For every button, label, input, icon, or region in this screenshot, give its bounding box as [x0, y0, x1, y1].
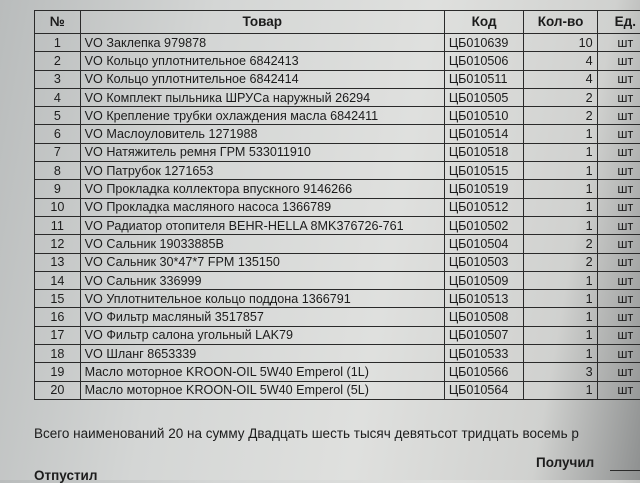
- cell-num: 10: [35, 198, 81, 216]
- cell-qty: 4: [524, 52, 597, 70]
- cell-code: ЦБ010504: [444, 235, 524, 253]
- cell-num: 1: [35, 34, 81, 52]
- cell-unit: шт: [597, 88, 640, 106]
- cell-code: ЦБ010566: [444, 363, 524, 381]
- cell-code: ЦБ010506: [444, 52, 524, 70]
- cell-name: VO Кольцо уплотнительное 6842414: [80, 70, 444, 88]
- cell-code: ЦБ010511: [444, 70, 524, 88]
- cell-name: VO Прокладка коллектора впускного 9146266: [80, 180, 444, 198]
- cell-unit: шт: [597, 34, 640, 52]
- cell-num: 11: [35, 216, 81, 234]
- cell-unit: шт: [597, 70, 640, 88]
- cell-qty: 2: [524, 253, 597, 271]
- cell-num: 8: [35, 162, 81, 180]
- cell-qty: 1: [524, 381, 597, 399]
- cell-unit: шт: [597, 363, 640, 381]
- cell-qty: 1: [524, 125, 597, 143]
- table-row: [35, 70, 640, 88]
- cell-name: VO Фильтр салона угольный LAK79: [80, 326, 444, 344]
- cell-name: Масло моторное KROON-OIL 5W40 Emperol (5L): [80, 381, 444, 399]
- cell-qty: 1: [524, 326, 597, 344]
- cell-name: VO Прокладка масляного насоса 1366789: [80, 198, 444, 216]
- cell-name: VO Шланг 8653339: [80, 345, 444, 363]
- cell-unit: шт: [597, 52, 640, 70]
- cell-num: 2: [35, 52, 81, 70]
- cell-qty: 1: [524, 180, 597, 198]
- cell-name: VO Натяжитель ремня ГРМ 533011910: [80, 143, 444, 161]
- cell-qty: 10: [524, 34, 597, 52]
- released-label: Отпустил: [34, 468, 97, 483]
- cell-code: ЦБ010503: [444, 253, 524, 271]
- cell-unit: шт: [597, 326, 640, 344]
- cell-qty: 2: [524, 235, 597, 253]
- cell-name: VO Сальник 19033885B: [80, 235, 444, 253]
- cell-num: 17: [35, 326, 81, 344]
- cell-code: ЦБ010533: [444, 345, 524, 363]
- cell-name: VO Крепление трубки охлаждения масла 6842411: [80, 107, 444, 125]
- table-row: [35, 88, 640, 106]
- cell-num: 9: [35, 180, 81, 198]
- cell-code: ЦБ010639: [444, 34, 524, 52]
- cell-qty: 2: [524, 88, 597, 106]
- cell-unit: шт: [597, 198, 640, 216]
- cell-name: VO Патрубок 1271653: [80, 162, 444, 180]
- cell-num: 4: [35, 88, 81, 106]
- table-row: [35, 308, 640, 326]
- cell-unit: шт: [597, 162, 640, 180]
- table-row: [35, 235, 640, 253]
- cell-name: VO Сальник 336999: [80, 271, 444, 289]
- cell-num: 12: [35, 235, 81, 253]
- table-row: [35, 253, 640, 271]
- cell-unit: шт: [597, 143, 640, 161]
- cell-code: ЦБ010510: [444, 107, 524, 125]
- table-row: [35, 198, 640, 216]
- cell-code: ЦБ010513: [444, 290, 524, 308]
- cell-qty: 1: [524, 290, 597, 308]
- cell-num: 16: [35, 308, 81, 326]
- cell-num: 18: [35, 345, 81, 363]
- cell-code: ЦБ010512: [444, 198, 524, 216]
- received-label: Получил: [536, 455, 594, 470]
- table-row: [35, 180, 640, 198]
- table-row: [35, 34, 640, 52]
- cell-unit: шт: [597, 180, 640, 198]
- table-row: [35, 162, 640, 180]
- cell-num: 6: [35, 125, 81, 143]
- cell-name: VO Заклепка 979878: [80, 34, 444, 52]
- cell-unit: шт: [597, 308, 640, 326]
- cell-num: 5: [35, 107, 81, 125]
- header-num: №: [35, 11, 81, 34]
- cell-name: VO Радиатор отопителя BEHR-HELLA 8MK376726-761: [80, 216, 444, 234]
- summary-text: Всего наименований 20 на сумму Двадцать шесть тысяч девятьсот тридцать восемь р: [34, 426, 640, 441]
- cell-num: 13: [35, 253, 81, 271]
- cell-code: ЦБ010514: [444, 125, 524, 143]
- cell-num: 3: [35, 70, 81, 88]
- header-code: Код: [444, 11, 524, 34]
- cell-qty: 2: [524, 107, 597, 125]
- cell-name: VO Маслоуловитель 1271988: [80, 125, 444, 143]
- cell-unit: шт: [597, 271, 640, 289]
- table-row: [35, 143, 640, 161]
- cell-name: VO Кольцо уплотнительное 6842413: [80, 52, 444, 70]
- table-header-row: [35, 11, 640, 34]
- table-row: [35, 290, 640, 308]
- cell-unit: шт: [597, 107, 640, 125]
- cell-qty: 1: [524, 271, 597, 289]
- cell-num: 20: [35, 381, 81, 399]
- cell-code: ЦБ010507: [444, 326, 524, 344]
- table-row: [35, 216, 640, 234]
- header-name: Товар: [80, 11, 444, 34]
- header-unit: Ед.: [597, 11, 640, 34]
- cell-qty: 1: [524, 308, 597, 326]
- cell-name: VO Фильтр масляный 3517857: [80, 308, 444, 326]
- table-row: [35, 345, 640, 363]
- cell-name: VO Комплект пыльника ШРУСа наружный 26294: [80, 88, 444, 106]
- cell-unit: шт: [597, 290, 640, 308]
- cell-code: ЦБ010518: [444, 143, 524, 161]
- items-table: [34, 10, 640, 400]
- table-row: [35, 271, 640, 289]
- cell-unit: шт: [597, 253, 640, 271]
- cell-unit: шт: [597, 216, 640, 234]
- cell-qty: 1: [524, 216, 597, 234]
- signature-line: [610, 470, 640, 471]
- table-row: [35, 363, 640, 381]
- cell-num: 19: [35, 363, 81, 381]
- cell-code: ЦБ010502: [444, 216, 524, 234]
- table-row: [35, 381, 640, 399]
- cell-qty: 1: [524, 345, 597, 363]
- cell-code: ЦБ010508: [444, 308, 524, 326]
- cell-qty: 1: [524, 143, 597, 161]
- cell-qty: 1: [524, 198, 597, 216]
- cell-num: 7: [35, 143, 81, 161]
- cell-unit: шт: [597, 345, 640, 363]
- table-row: [35, 52, 640, 70]
- cell-qty: 1: [524, 162, 597, 180]
- cell-code: ЦБ010505: [444, 88, 524, 106]
- cell-name: VO Уплотнительное кольцо поддона 1366791: [80, 290, 444, 308]
- cell-name: VO Сальник 30*47*7 FPM 135150: [80, 253, 444, 271]
- cell-code: ЦБ010564: [444, 381, 524, 399]
- cell-name: Масло моторное KROON-OIL 5W40 Emperol (1L): [80, 363, 444, 381]
- table-row: [35, 326, 640, 344]
- cell-num: 14: [35, 271, 81, 289]
- cell-code: ЦБ010519: [444, 180, 524, 198]
- cell-unit: шт: [597, 235, 640, 253]
- cell-code: ЦБ010515: [444, 162, 524, 180]
- cell-unit: шт: [597, 381, 640, 399]
- table-row: [35, 125, 640, 143]
- cell-qty: 3: [524, 363, 597, 381]
- header-qty: Кол-во: [524, 11, 597, 34]
- cell-num: 15: [35, 290, 81, 308]
- cell-unit: шт: [597, 125, 640, 143]
- cell-code: ЦБ010509: [444, 271, 524, 289]
- table-row: [35, 107, 640, 125]
- cell-qty: 4: [524, 70, 597, 88]
- table-body: [35, 34, 640, 400]
